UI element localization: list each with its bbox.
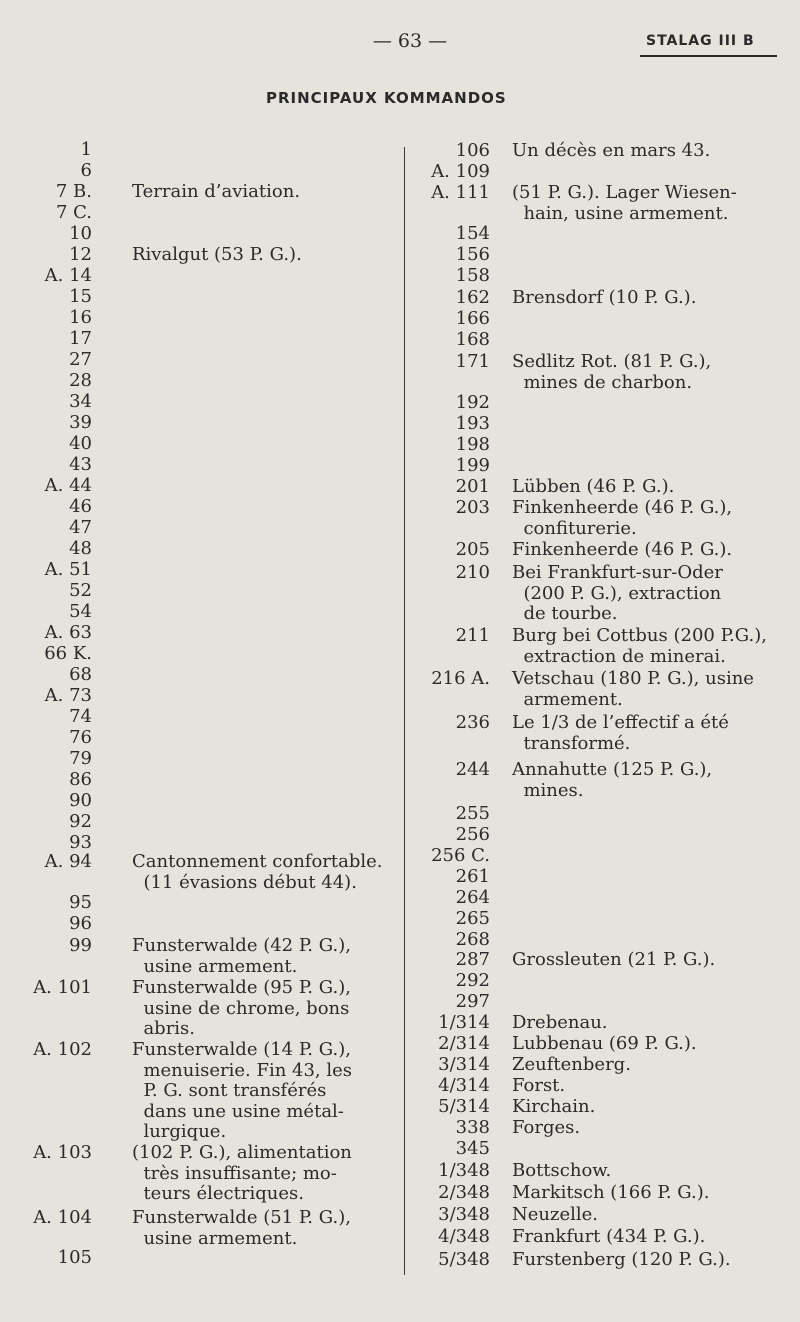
- right-entry-number: 256: [455, 824, 490, 845]
- right-entry-description: Annahutte (125 P. G.), mines.: [512, 759, 713, 801]
- right-entry-number: 154: [455, 223, 490, 244]
- right-entry-number: 198: [455, 434, 490, 455]
- left-entry-number: 16: [69, 307, 92, 328]
- right-entry-number: 156: [455, 244, 490, 265]
- right-entry-description: Grossleuten (21 P. G.).: [512, 949, 716, 970]
- left-entry-number: A. 94: [44, 851, 92, 872]
- left-entry-number: 27: [69, 349, 92, 370]
- right-entry-description: Forst.: [512, 1075, 566, 1096]
- right-entry-number: 211: [455, 625, 490, 646]
- left-entry-number: A. 101: [33, 977, 92, 998]
- right-entry-number: A. 111: [431, 182, 490, 203]
- left-entry-number: 76: [69, 727, 92, 748]
- left-entry-number: A. 51: [44, 559, 92, 580]
- left-entry-number: 68: [69, 664, 92, 685]
- left-entry-number: 28: [69, 370, 92, 391]
- left-entry-number: 15: [69, 286, 92, 307]
- right-entry-description: Finkenheerde (46 P. G.), confiturerie.: [512, 497, 733, 539]
- right-entry-number: 261: [455, 866, 490, 887]
- right-entry-number: 264: [455, 887, 490, 908]
- left-entry-number: 1: [80, 139, 92, 160]
- left-entry-description: Funsterwalde (14 P. G.), menuiserie. Fin 43, les P. G. sont transférés dans une usine métal- lurgique.: [132, 1039, 353, 1142]
- left-entry-number: 40: [69, 433, 92, 454]
- left-entry-description: (102 P. G.), alimentation très insuffisante; mo- teurs électriques.: [132, 1142, 352, 1204]
- left-entry-number: 66 K.: [44, 643, 92, 664]
- left-entry-number: A. 63: [44, 622, 92, 643]
- left-entry-number: A. 102: [33, 1039, 92, 1060]
- right-entry-description: (51 P. G.). Lager Wiesen- hain, usine armement.: [512, 182, 737, 224]
- right-entry-number: 255: [455, 803, 490, 824]
- right-entry-description: Finkenheerde (46 P. G.).: [512, 539, 733, 560]
- right-entry-number: 5/348: [438, 1249, 490, 1270]
- left-entry-number: 7 B.: [55, 181, 92, 202]
- left-entry-number: 96: [69, 913, 92, 934]
- left-entry-number: 34: [69, 391, 92, 412]
- right-entry-description: Brensdorf (10 P. G.).: [512, 287, 697, 308]
- left-entry-number: 93: [69, 832, 92, 853]
- right-entry-description: Neuzelle.: [512, 1204, 599, 1225]
- right-entry-number: 158: [455, 265, 490, 286]
- right-entry-number: 236: [455, 712, 490, 733]
- right-entry-number: 166: [455, 308, 490, 329]
- right-entry-number: 168: [455, 329, 490, 350]
- right-entry-description: Burg bei Cottbus (200 P.G.), extraction de minerai.: [512, 625, 767, 667]
- right-entry-number: 4/348: [438, 1226, 490, 1247]
- right-entry-number: 106: [455, 140, 490, 161]
- left-entry-number: 79: [69, 748, 92, 769]
- left-entry-number: 17: [69, 328, 92, 349]
- left-entry-number: 47: [69, 517, 92, 538]
- left-entry-number: A. 104: [33, 1207, 92, 1228]
- left-entry-number: 46: [69, 496, 92, 517]
- right-entry-description: Le 1/3 de l’effectif a été transformé.: [512, 712, 729, 754]
- left-entry-number: A. 44: [44, 475, 92, 496]
- left-entry-number: A. 73: [44, 685, 92, 706]
- right-entry-number: A. 109: [431, 161, 490, 182]
- running-head: STALAG III B: [646, 33, 755, 49]
- right-entry-description: Lubbenau (69 P. G.).: [512, 1033, 697, 1054]
- page-number: — 63 —: [372, 30, 448, 52]
- right-entry-description: Un décès en mars 43.: [512, 140, 711, 161]
- right-entry-description: Lübben (46 P. G.).: [512, 476, 675, 497]
- right-entry-description: Bottschow.: [512, 1160, 612, 1181]
- left-entry-description: Funsterwalde (95 P. G.), usine de chrome, bons abris.: [132, 977, 351, 1039]
- right-entry-number: 2/348: [438, 1182, 490, 1203]
- right-entry-number: 205: [455, 539, 490, 560]
- left-entry-number: 54: [69, 601, 92, 622]
- left-entry-number: 74: [69, 706, 92, 727]
- left-entry-number: 99: [69, 935, 92, 956]
- left-entry-description: Rivalgut (53 P. G.).: [132, 244, 302, 265]
- right-entry-number: 203: [455, 497, 490, 518]
- left-entry-number: A. 14: [44, 265, 92, 286]
- left-entry-number: 12: [69, 244, 92, 265]
- right-entry-number: 192: [455, 392, 490, 413]
- section-title: PRINCIPAUX KOMMANDOS: [266, 89, 507, 107]
- right-entry-number: 199: [455, 455, 490, 476]
- right-entry-description: Zeuftenberg.: [512, 1054, 631, 1075]
- left-entry-number: 43: [69, 454, 92, 475]
- left-entry-number: 86: [69, 769, 92, 790]
- left-entry-number: 10: [69, 223, 92, 244]
- left-entry-number: 7 C.: [55, 202, 92, 223]
- right-entry-number: 292: [455, 970, 490, 991]
- left-entry-number: 92: [69, 811, 92, 832]
- left-entry-number: 6: [80, 160, 92, 181]
- right-entry-description: Markitsch (166 P. G.).: [512, 1182, 710, 1203]
- right-entry-number: 1/348: [438, 1160, 490, 1181]
- right-entry-number: 1/314: [438, 1012, 490, 1033]
- left-entry-number: 95: [69, 892, 92, 913]
- right-entry-number: 216 A.: [431, 668, 490, 689]
- left-entry-number: 48: [69, 538, 92, 559]
- left-entry-number: 90: [69, 790, 92, 811]
- right-entry-description: Vetschau (180 P. G.), usine armement.: [512, 668, 754, 710]
- right-entry-description: Drebenau.: [512, 1012, 608, 1033]
- left-entry-number: 39: [69, 412, 92, 433]
- right-entry-number: 210: [455, 562, 490, 583]
- right-entry-description: Forges.: [512, 1117, 581, 1138]
- right-entry-number: 345: [455, 1138, 490, 1159]
- left-entry-number: A. 103: [33, 1142, 92, 1163]
- right-entry-number: 338: [455, 1117, 490, 1138]
- right-entry-number: 3/348: [438, 1204, 490, 1225]
- right-entry-description: Frankfurt (434 P. G.).: [512, 1226, 706, 1247]
- right-entry-number: 3/314: [438, 1054, 490, 1075]
- right-entry-number: 5/314: [438, 1096, 490, 1117]
- right-entry-description: Furstenberg (120 P. G.).: [512, 1249, 731, 1270]
- right-entry-number: 201: [455, 476, 490, 497]
- left-entry-description: Terrain d’aviation.: [132, 181, 301, 202]
- left-entry-number: 52: [69, 580, 92, 601]
- right-entry-description: Sedlitz Rot. (81 P. G.), mines de charbon.: [512, 351, 712, 393]
- right-entry-description: Bei Frankfurt-sur-Oder (200 P. G.), extraction de tourbe.: [512, 562, 723, 624]
- right-entry-number: 162: [455, 287, 490, 308]
- left-entry-description: Funsterwalde (42 P. G.), usine armement.: [132, 935, 351, 977]
- right-entry-number: 268: [455, 929, 490, 950]
- right-entry-number: 193: [455, 413, 490, 434]
- left-entry-description: Funsterwalde (51 P. G.), usine armement.: [132, 1207, 351, 1249]
- right-entry-number: 287: [455, 949, 490, 970]
- left-entry-number: 105: [57, 1247, 92, 1268]
- right-entry-number: 297: [455, 991, 490, 1012]
- right-entry-number: 256 C.: [431, 845, 490, 866]
- right-entry-number: 4/314: [438, 1075, 490, 1096]
- right-entry-number: 265: [455, 908, 490, 929]
- right-entry-number: 244: [455, 759, 490, 780]
- right-entry-number: 171: [455, 351, 490, 372]
- right-entry-description: Kirchain.: [512, 1096, 596, 1117]
- right-entry-number: 2/314: [438, 1033, 490, 1054]
- left-entry-description: Cantonnement confortable. (11 évasions début 44).: [132, 851, 383, 893]
